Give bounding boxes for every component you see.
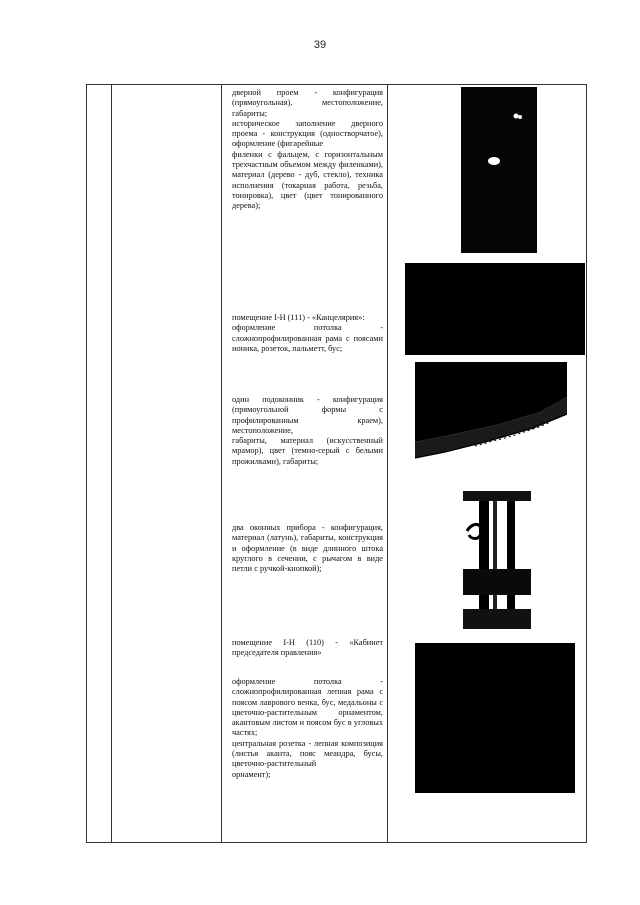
room-110-ceiling-photo [415, 643, 575, 793]
ceiling-photo [405, 263, 585, 355]
description-column [227, 85, 381, 842]
doorway-photo [461, 87, 537, 253]
room-111-ceiling-description: помещение I-Н (111) - «Канцелярия»: оформление потолка - сложнопрофилированная рама с поясами ионика, розеток, пальметт, бус; [232, 313, 383, 353]
windowsill-description: один подоконник - конфигурация (прямоугольной формы с профилированным краем), местоположение, габариты, материал (искусственный мрамор), цвет (темно-серый с белыми прожилками), габариты; [232, 395, 383, 466]
room-110-ceiling-description: оформление потолка - сложнопрофилированная лепная рама с поясом лаврового венка, бус, медальоны с цветочно-растительным орнаментом, акантовым листом и поясом бус в угловых частях; центральная розетка - лепная композиция (листья аканта, пояс меандра, бусы, цветочно-растительный орнамент); [232, 677, 383, 779]
doorway-description: дверной проем - конфигурация (прямоугольная), местоположение, габариты; историческое заполнение дверного проема - конструкция (одностворчатое), оформление (фигарейные филенки с фальцем, с горизонтальным трехчастным объемом между филенками), материал (дерево - дуб, стекло), техника исполнения (токарная работа, резьба, тонировка), цвет (цвет тонированного дерева); [232, 88, 383, 211]
column-divider [111, 85, 112, 842]
windowsill-photo [415, 362, 567, 462]
page-number: 39 [313, 39, 327, 51]
heritage-table [86, 84, 587, 843]
window-fitting-photo [463, 491, 531, 629]
photo-column [391, 85, 586, 842]
room-110-title: помещение I-Н (110) - «Кабинет председателя правления» [232, 638, 383, 658]
window-fittings-description: два оконных прибора - конфигурация, материал (латунь), габариты, конструкция и оформление (в виде длинного штока круглого в сечении, с рычагом в виде петли с ручкой-кнопкой); [232, 523, 383, 574]
column-divider [387, 85, 388, 842]
column-divider [221, 85, 222, 842]
